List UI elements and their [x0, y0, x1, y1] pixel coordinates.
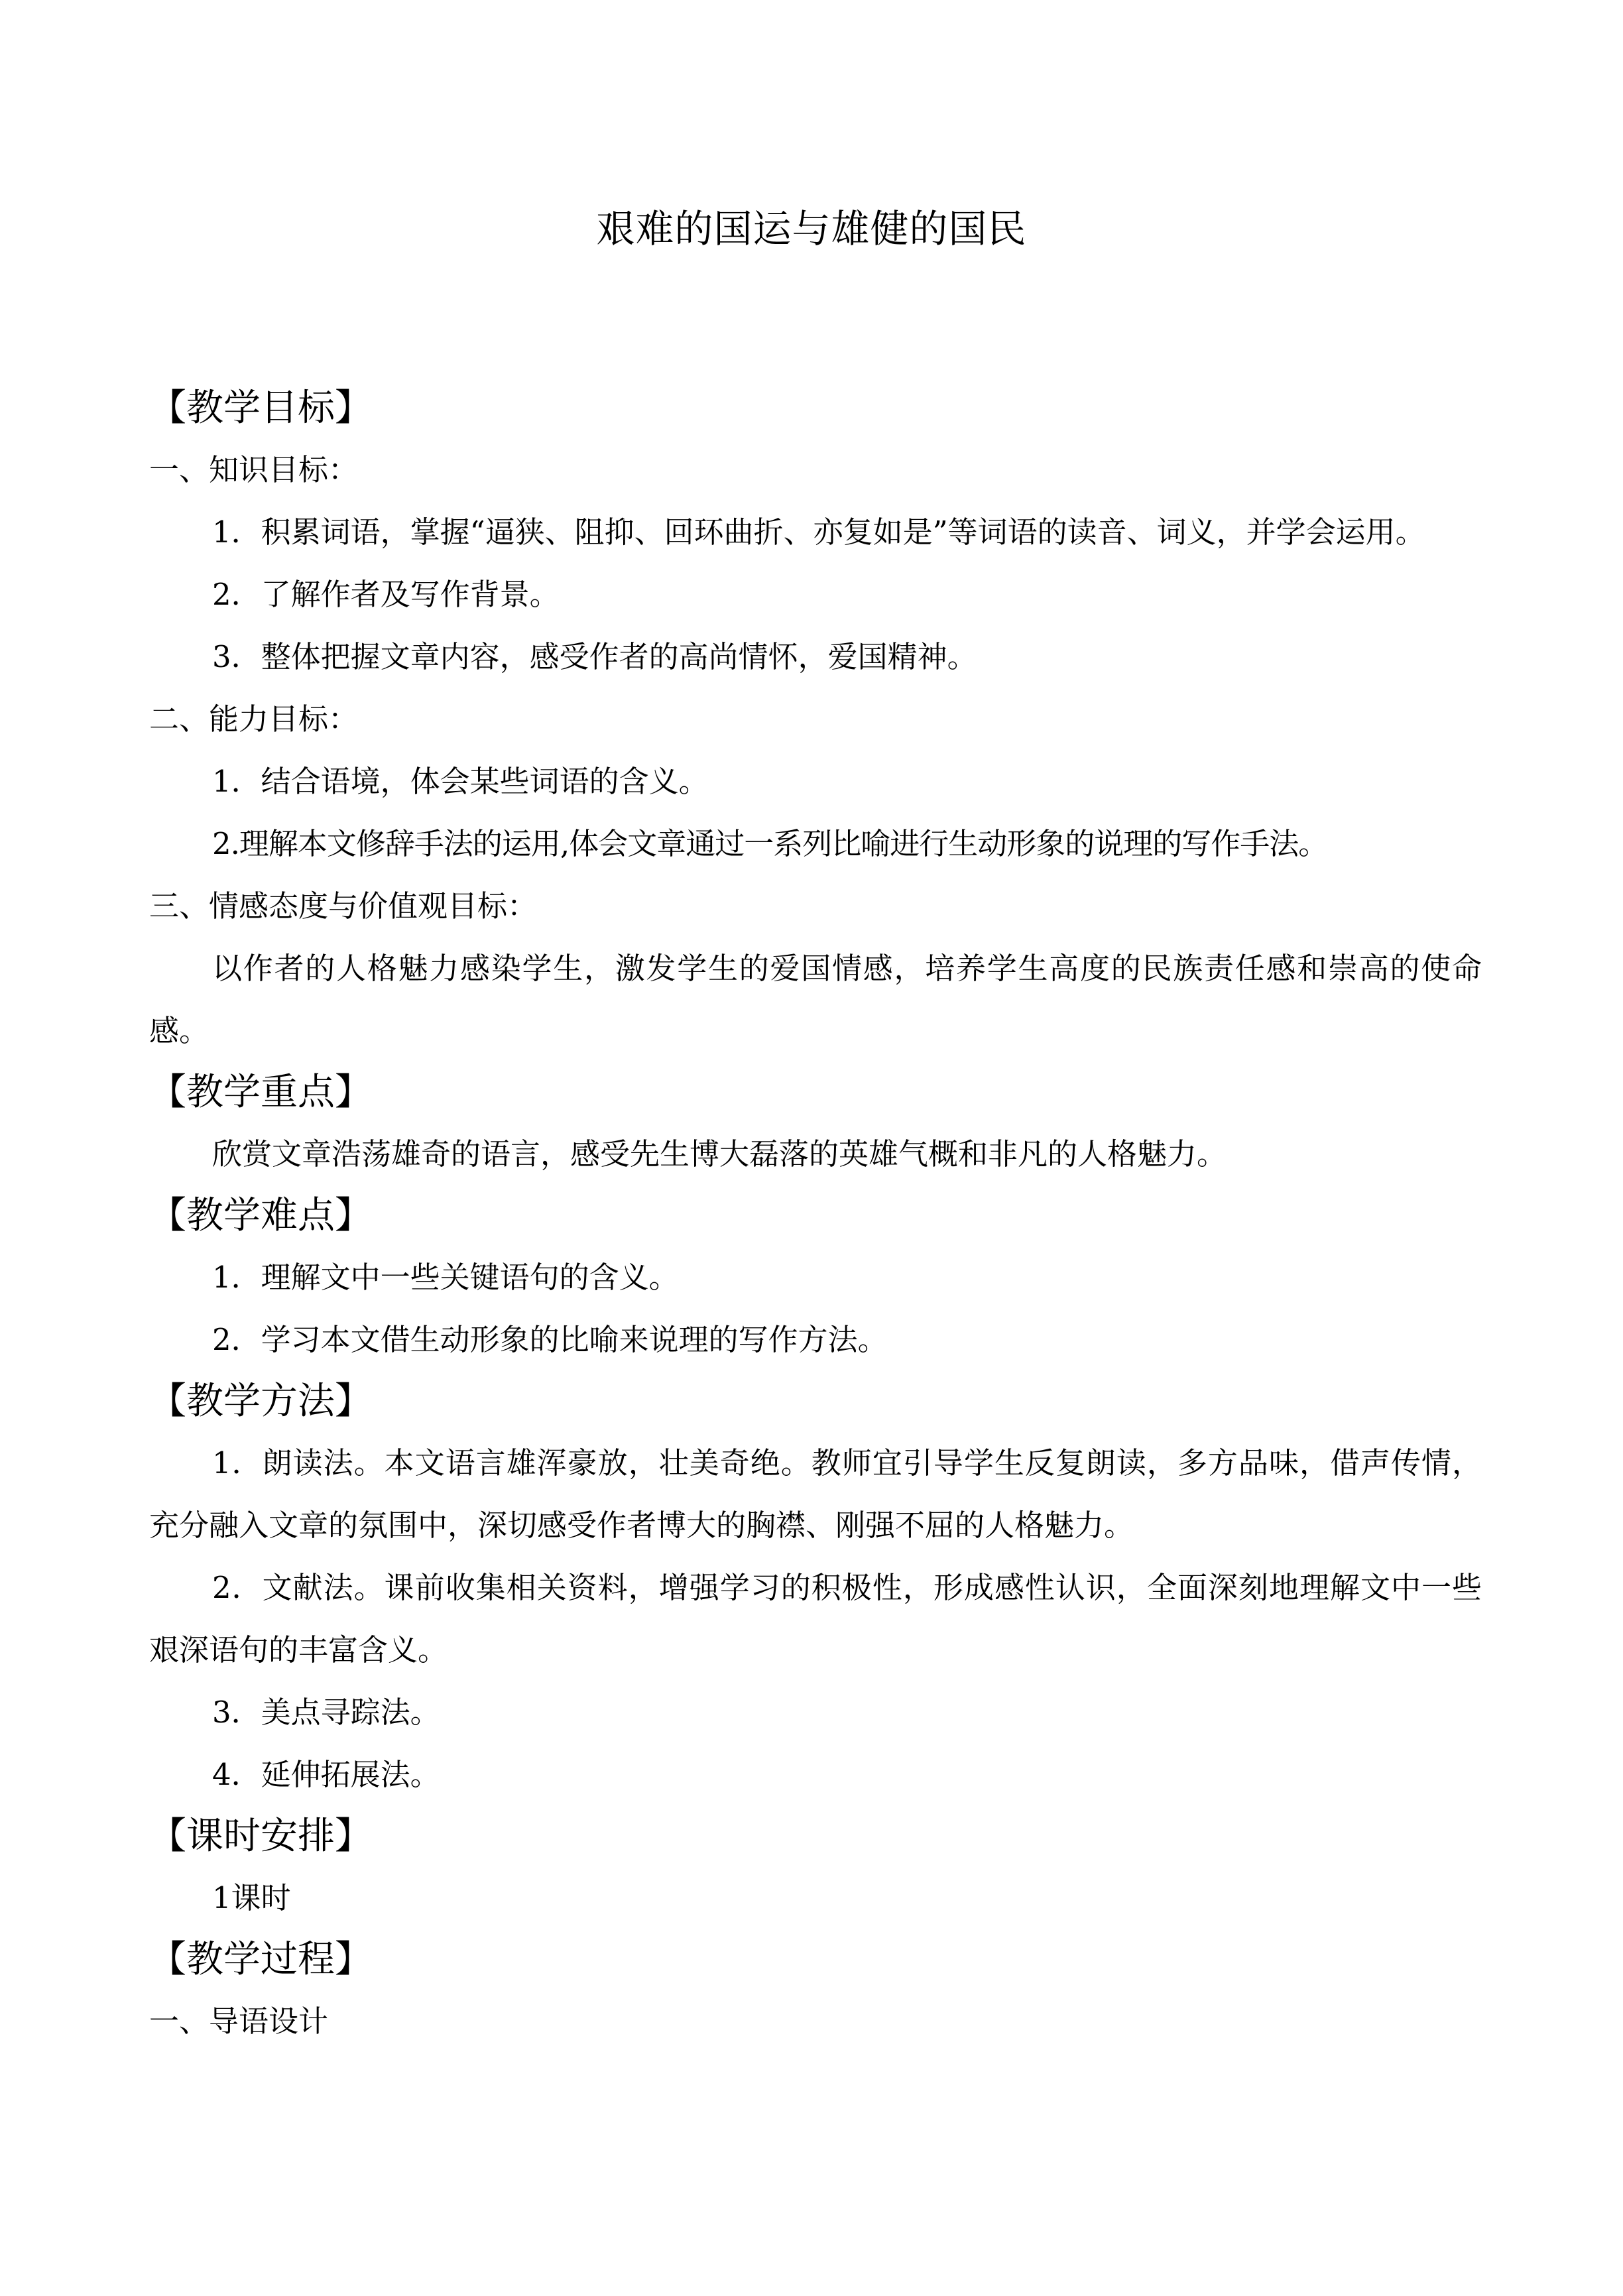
ability-item: 2.理解本文修辞手法的运用,体会文章通过一系列比喻进行生动形象的说理的写作手法。: [212, 826, 1328, 861]
heading-teaching-objectives: 【教学目标】: [149, 387, 372, 430]
schedule-text: 1课时: [212, 1880, 291, 1915]
knowledge-item: 1．积累词语，掌握“逼狭、阻抑、回环曲折、亦复如是”等词语的读音、词义，并学会运用。: [212, 514, 1425, 550]
heading-methods: 【教学方法】: [149, 1380, 372, 1423]
heading-difficulties: 【教学难点】: [149, 1194, 372, 1237]
method-item: 2．文献法。课前收集相关资料，增强学习的积极性，形成感性认识，全面深刻地理解文中一些艰深语句的丰富含义。: [149, 1570, 1482, 1667]
knowledge-item: 3．整体把握文章内容，感受作者的高尚情怀，爱国精神。: [212, 639, 977, 674]
emotion-objectives-label: 三、情感态度与价值观目标：: [149, 888, 538, 924]
heading-process: 【教学过程】: [149, 1938, 372, 1981]
method-item: 3．美点寻踪法。: [212, 1695, 440, 1730]
document-body: [149, 378, 1482, 2053]
knowledge-item: 2．了解作者及写作背景。: [212, 577, 560, 612]
knowledge-objectives-label: 一、知识目标：: [149, 452, 359, 487]
emotion-objectives-text: 以作者的人格魅力感染学生，激发学生的爱国情感，培养学生高度的民族责任感和崇高的使命感。: [149, 951, 1482, 1048]
process-first-step: 一、导语设计: [149, 2004, 329, 2039]
ability-item: 1．结合语境，体会某些词语的含义。: [212, 764, 709, 799]
difficulty-item: 1．理解文中一些关键语句的含义。: [212, 1260, 679, 1295]
heading-schedule: 【课时安排】: [149, 1815, 372, 1858]
difficulty-item: 2．学习本文借生动形象的比喻来说理的写作方法。: [212, 1322, 888, 1357]
ability-objectives-label: 二、能力目标：: [149, 701, 359, 737]
heading-key-points: 【教学重点】: [149, 1071, 372, 1114]
document-title: 艰难的国运与雄健的国民: [596, 206, 1027, 251]
key-points-text: 欣赏文章浩荡雄奇的语言，感受先生博大磊落的英雄气概和非凡的人格魅力。: [212, 1136, 1227, 1172]
method-item: 1．朗读法。本文语言雄浑豪放，壮美奇绝。教师宜引导学生反复朗读，多方品味，借声传情，充分融入文章的氛围中，深切感受作者博大的胸襟、刚强不屈的人格魅力。: [149, 1445, 1482, 1543]
method-item: 4．延伸拓展法。: [212, 1757, 440, 1792]
